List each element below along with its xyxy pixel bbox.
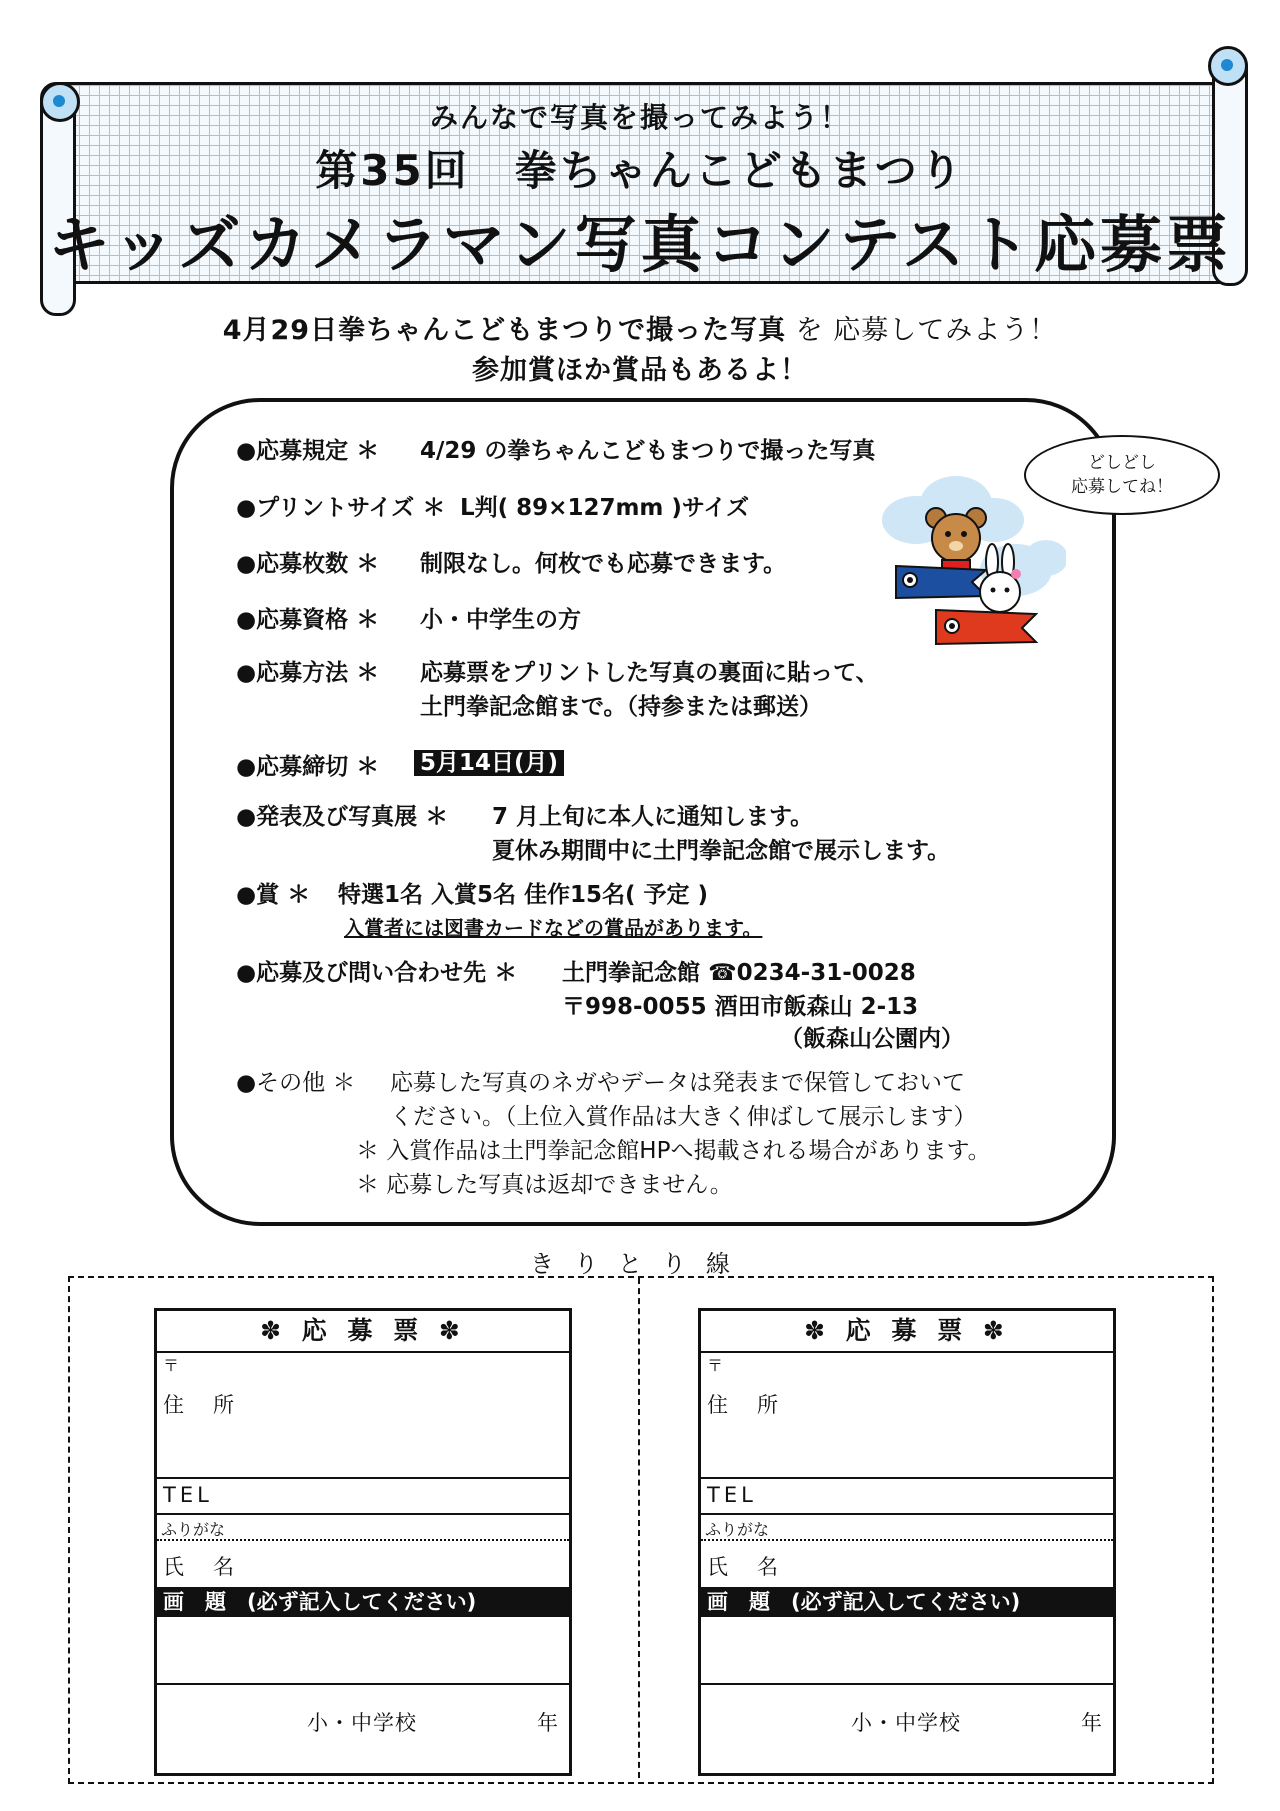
- name-label: 氏 名: [707, 1555, 782, 1579]
- form-title: ✽ 応 募 票 ✽: [157, 1311, 569, 1353]
- rule-label: ●プリントサイズ ＊: [236, 495, 446, 521]
- photo-title-bar: [701, 1587, 1113, 1617]
- rule-text: 応募票をプリントした写真の裏面に貼って、: [420, 660, 879, 686]
- cut-line-divider: [638, 1278, 640, 1778]
- furigana-label: ふりがな: [705, 1520, 770, 1539]
- banner-subtitle: みんなで写真を撮ってみよう！: [429, 101, 850, 134]
- rule-text: ＊ 入賞作品は土門拳記念館HPへ掲載される場合があります。: [356, 1138, 991, 1164]
- bear-icon: [926, 508, 986, 574]
- photo-title-bar: [157, 1587, 569, 1617]
- address-label: 住 所: [163, 1393, 238, 1417]
- rule-label: ●応募規定 ＊: [236, 438, 380, 464]
- deadline-date: 5月14日(月): [414, 750, 564, 776]
- banner-title: キッズカメラマン写真コンテスト応募票: [47, 208, 1233, 281]
- rule-text: 特選1名 入賞5名 佳作15名( 予定 ): [338, 882, 709, 908]
- intro-line-2: 参加賞ほか賞品もあるよ！: [472, 355, 808, 386]
- entry-form-right[interactable]: [698, 1308, 1116, 1776]
- deadline-badge: [414, 744, 564, 777]
- rule-text: ＊ 応募した写真は返却できません。: [356, 1172, 733, 1198]
- school-label: 小・中学校: [307, 1711, 417, 1735]
- rule-text: 7 月上旬に本人に通知します。: [492, 804, 814, 830]
- rule-text: 小・中学生の方: [420, 607, 581, 633]
- tel-label: TEL: [707, 1483, 757, 1507]
- mascot-illustration: [876, 470, 1066, 660]
- prize-note: 入賞者には図書カードなどの賞品があります。: [344, 916, 763, 940]
- rule-label: ●応募締切 ＊: [236, 754, 380, 780]
- rule-text: 応募した写真のネガやデータは発表まで保管しておいて: [390, 1070, 965, 1096]
- rule-text: ください。（上位入賞作品は大きく伸ばして展示します）: [390, 1104, 977, 1130]
- rule-text: 夏休み期間中に土門拳記念館で展示します。: [492, 838, 951, 864]
- furigana-label: ふりがな: [161, 1520, 226, 1539]
- grade-label: 年: [537, 1711, 562, 1735]
- bubble-line: 応募してね！: [1071, 477, 1173, 497]
- form-title: ✽ 応 募 票 ✽: [701, 1311, 1113, 1353]
- name-label: 氏 名: [163, 1555, 238, 1579]
- intro-light: を 応募してみよう！: [786, 315, 1058, 346]
- intro-line-1: [0, 308, 1280, 347]
- cut-line-label: きりとり線: [530, 1250, 750, 1278]
- contact-line: （飯森山公園内）: [780, 1026, 964, 1052]
- intro-bold: 4月29日拳ちゃんこどもまつりで撮った写真: [222, 315, 787, 346]
- rule-label: ●応募方法 ＊: [236, 660, 380, 686]
- rule-label: ●発表及び写真展 ＊: [236, 804, 449, 830]
- contact-line: 〒998-0055 酒田市飯森山 2-13: [562, 994, 919, 1020]
- rule-label: ●応募枚数 ＊: [236, 551, 380, 577]
- address-label: 住 所: [707, 1393, 782, 1417]
- postal-mark: 〒: [163, 1356, 184, 1375]
- rule-text: 土門拳記念館まで。（持参または郵送）: [420, 694, 823, 720]
- rule-text: L判( 89×127mm )サイズ: [460, 495, 750, 521]
- rule-label: ●応募及び問い合わせ先 ＊: [236, 960, 518, 986]
- entry-form-left[interactable]: [154, 1308, 572, 1776]
- tel-label: TEL: [163, 1483, 213, 1507]
- rule-label: ●その他 ＊: [236, 1070, 356, 1096]
- rule-text: 制限なし。何枚でも応募できます。: [420, 551, 787, 577]
- photo-title-label: 画 題 (必ず記入してください): [707, 1590, 1021, 1614]
- banner-edition: 第35回 拳ちゃんこどもまつり: [315, 146, 965, 195]
- school-label: 小・中学校: [851, 1711, 961, 1735]
- bubble-line: どしどし: [1088, 453, 1156, 473]
- rule-text: 4/29 の拳ちゃんこどもまつりで撮った写真: [420, 438, 876, 464]
- contact-line: 土門拳記念館 ☎0234-31-0028: [562, 960, 916, 986]
- rule-label: ●賞 ＊: [236, 882, 311, 908]
- rule-label: ●応募資格 ＊: [236, 607, 380, 633]
- grade-label: 年: [1081, 1711, 1106, 1735]
- photo-title-label: 画 題 (必ず記入してください): [163, 1590, 477, 1614]
- postal-mark: 〒: [707, 1356, 728, 1375]
- scroll-curl-icon: [1208, 46, 1248, 86]
